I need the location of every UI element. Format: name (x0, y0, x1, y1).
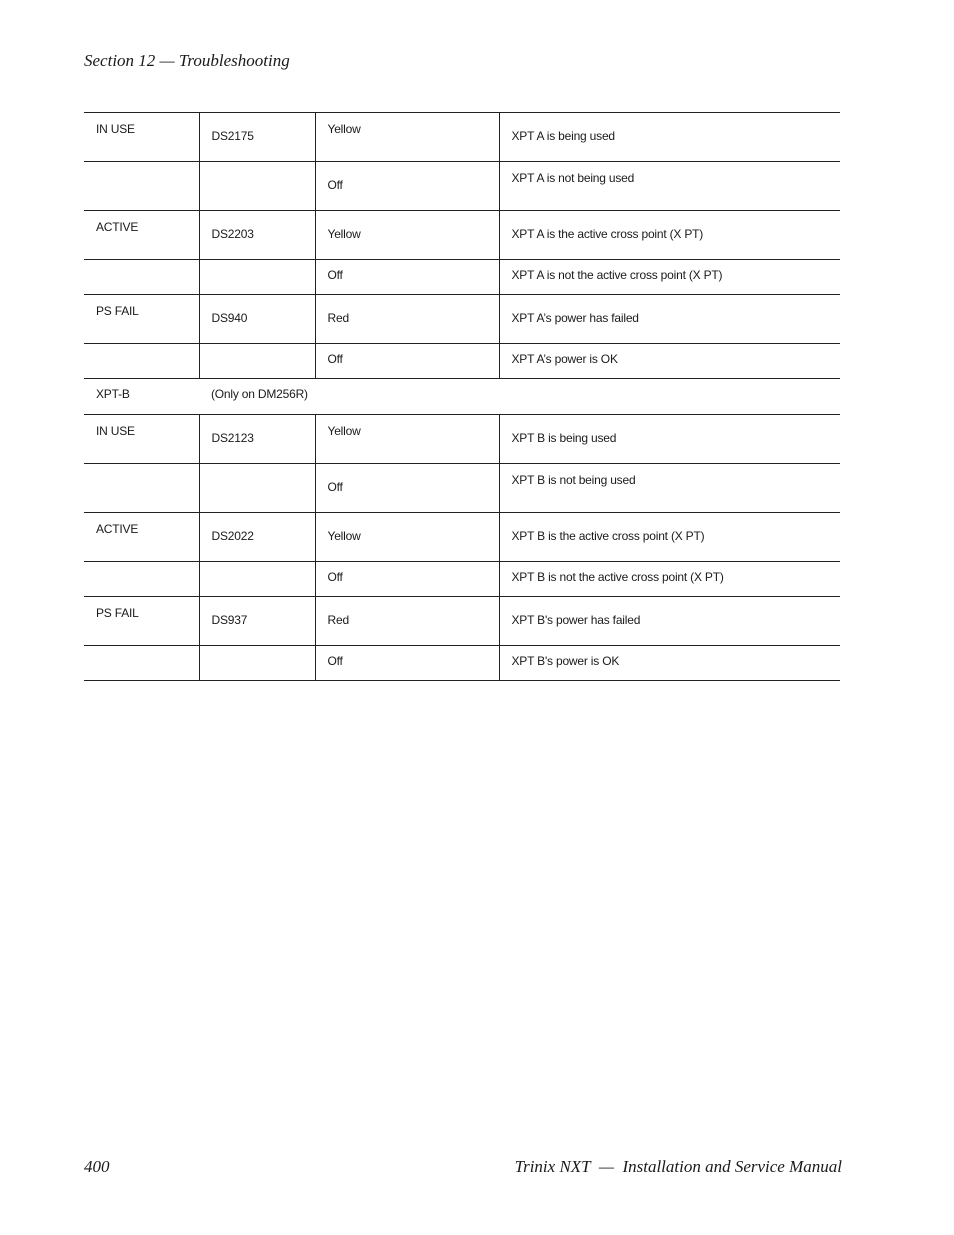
led-ref (212, 464, 303, 473)
led-meaning: XPT B's power has failed (511, 613, 641, 627)
table-row (84, 295, 840, 344)
led-meaning: XPT B is the active cross point (X PT) (511, 529, 705, 543)
led-name: ACTIVE (96, 522, 139, 536)
led-name: ACTIVE (96, 220, 139, 234)
table-row (84, 113, 840, 162)
led-color: Yellow (327, 529, 361, 543)
table-row (84, 597, 840, 646)
led-color: Off (327, 352, 343, 366)
led-ref (212, 646, 303, 654)
led-ref: DS2203 (211, 227, 254, 241)
table-row (84, 415, 840, 464)
table-row (84, 513, 840, 562)
table-row (84, 344, 840, 379)
led-color: Off (327, 480, 343, 494)
led-meaning: XPT A is the active cross point (X PT) (511, 227, 704, 241)
table-row (84, 562, 840, 597)
section-note: (Only on DM256R) (211, 387, 308, 401)
table-row (84, 260, 840, 295)
led-name (96, 562, 187, 570)
led-name (96, 162, 187, 171)
led-meaning: XPT B is not the active cross point (X PT) (511, 570, 724, 584)
led-ref (212, 260, 303, 268)
led-color: Red (327, 613, 349, 627)
led-name: PS FAIL (96, 606, 139, 620)
led-name: IN USE (96, 424, 135, 438)
led-ref: DS2175 (211, 129, 254, 143)
led-color: Red (327, 311, 349, 325)
led-meaning: XPT B's power is OK (511, 654, 620, 668)
led-name (96, 260, 187, 268)
led-name: IN USE (96, 122, 135, 136)
table-row-section (84, 379, 840, 415)
led-ref (212, 344, 303, 352)
page-number: 400 (84, 1157, 110, 1176)
led-name (96, 344, 187, 352)
running-footer-title: Trinix NXT — Installation and Service Manual (514, 1157, 842, 1176)
led-color: Yellow (327, 122, 361, 136)
led-color: Yellow (327, 227, 361, 241)
led-color: Off (327, 178, 343, 192)
running-header: Section 12 — Troubleshooting (84, 51, 290, 70)
led-ref: DS937 (211, 613, 248, 627)
led-ref: DS940 (211, 311, 248, 325)
led-status-table (84, 112, 840, 681)
table-row (84, 646, 840, 681)
led-ref (212, 162, 303, 171)
section-label: XPT-B (96, 387, 130, 401)
led-name (96, 646, 187, 654)
table-row (84, 162, 840, 211)
led-color: Yellow (327, 424, 361, 438)
led-meaning: XPT A is not the active cross point (X PT) (511, 268, 723, 282)
led-meaning: XPT A’s power has failed (511, 311, 639, 325)
led-color: Off (327, 268, 343, 282)
led-meaning: XPT A is not being used (511, 171, 635, 185)
led-ref: DS2022 (211, 529, 254, 543)
led-ref: DS2123 (211, 431, 254, 445)
led-meaning: XPT A is being used (511, 129, 615, 143)
table-row (84, 464, 840, 513)
led-meaning: XPT B is being used (511, 431, 617, 445)
led-ref (212, 562, 303, 570)
led-meaning: XPT B is not being used (511, 473, 636, 487)
led-name: PS FAIL (96, 304, 139, 318)
table-row (84, 211, 840, 260)
led-meaning: XPT A’s power is OK (511, 352, 618, 366)
led-color: Off (327, 654, 343, 668)
led-name (96, 464, 187, 473)
led-color: Off (327, 570, 343, 584)
